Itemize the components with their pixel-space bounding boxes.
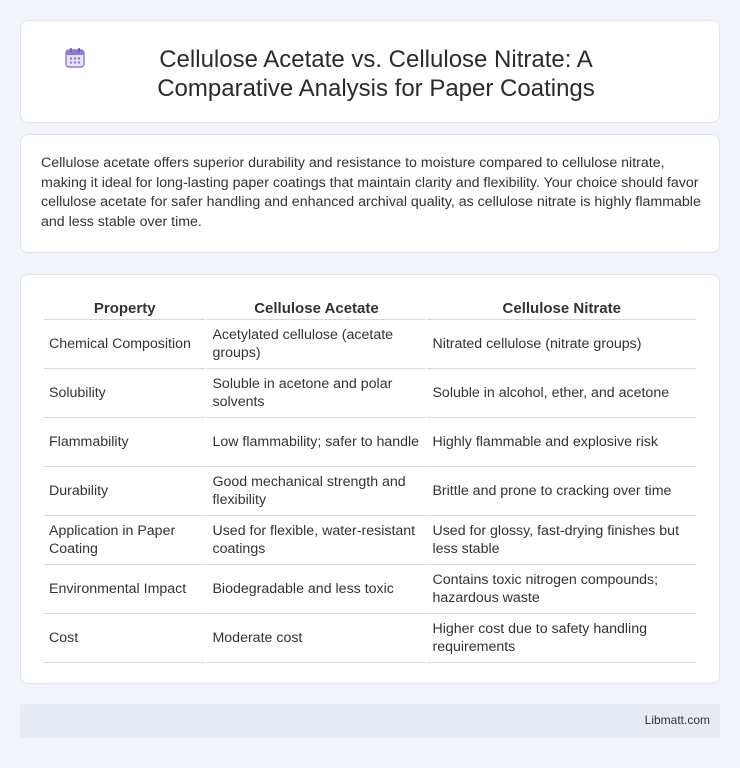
acetate-cell: Low flammability; safer to handle <box>207 418 425 467</box>
table-row <box>44 320 696 369</box>
header-cellulose-nitrate: Cellulose Nitrate <box>427 294 696 320</box>
acetate-cell: Biodegradable and less toxic <box>207 565 425 614</box>
comparison-table <box>42 294 698 663</box>
property-cell: Environmental Impact <box>44 565 205 614</box>
summary-card <box>20 134 720 253</box>
nitrate-cell: Brittle and prone to cracking over time <box>427 467 696 516</box>
acetate-cell: Moderate cost <box>207 614 425 663</box>
property-cell: Chemical Composition <box>44 320 205 369</box>
table-row <box>44 418 696 467</box>
property-cell: Application in Paper Coating <box>44 516 205 565</box>
header-cellulose-acetate: Cellulose Acetate <box>207 294 425 320</box>
table-row <box>44 467 696 516</box>
footer-brand-link[interactable]: Libmatt.com <box>644 713 710 727</box>
property-cell: Solubility <box>44 369 205 418</box>
title-card <box>20 20 720 123</box>
header-property: Property <box>44 294 205 320</box>
acetate-cell: Soluble in acetone and polar solvents <box>207 369 425 418</box>
acetate-cell: Good mechanical strength and flexibility <box>207 467 425 516</box>
table-row <box>44 565 696 614</box>
nitrate-cell: Highly flammable and explosive risk <box>427 418 696 467</box>
table-header-row <box>44 294 696 320</box>
table-row <box>44 614 696 663</box>
page-title: Cellulose Acetate vs. Cellulose Nitrate: A Comparative Analysis for Paper Coatings <box>157 46 595 102</box>
nitrate-cell: Contains toxic nitrogen compounds; hazardous waste <box>427 565 696 614</box>
table-row <box>44 369 696 418</box>
nitrate-cell: Nitrated cellulose (nitrate groups) <box>427 320 696 369</box>
comparison-table-card <box>20 274 720 684</box>
property-cell: Durability <box>44 467 205 516</box>
table-row <box>44 516 696 565</box>
footer <box>20 704 720 738</box>
acetate-cell: Acetylated cellulose (acetate groups) <box>207 320 425 369</box>
summary-text: Cellulose acetate offers superior durability and resistance to moisture compared to cellulose nitrate, making it ideal for long-lasting paper coatings that maintain clarity and flexibility. Your choice should favor cellulose acetate for safer handling and enhanced archival quality, as cellulose nitrate is highly flammable and less stable over time. <box>41 155 701 230</box>
nitrate-cell: Higher cost due to safety handling requirements <box>427 614 696 663</box>
property-cell: Cost <box>44 614 205 663</box>
nitrate-cell: Soluble in alcohol, ether, and acetone <box>427 369 696 418</box>
nitrate-cell: Used for glossy, fast-drying finishes but less stable <box>427 516 696 565</box>
acetate-cell: Used for flexible, water-resistant coatings <box>207 516 425 565</box>
property-cell: Flammability <box>44 418 205 467</box>
